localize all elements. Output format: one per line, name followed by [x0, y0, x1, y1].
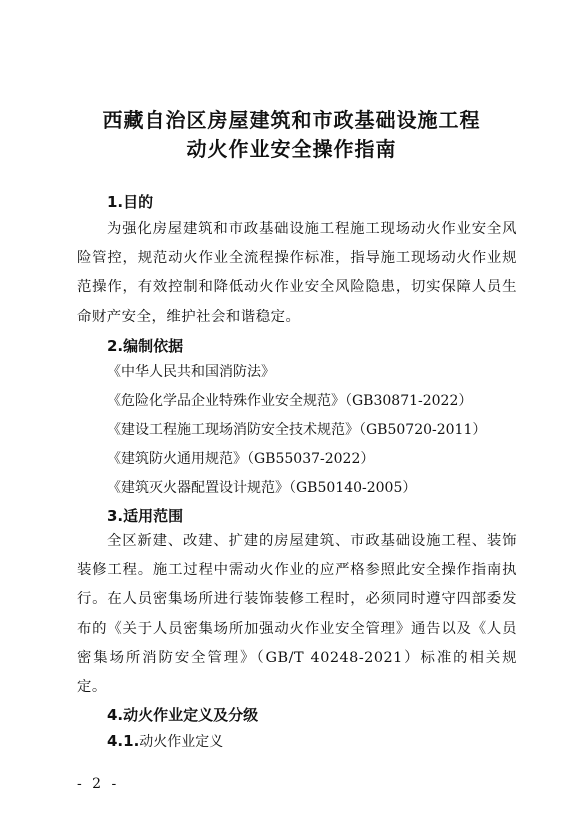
document-title-line1: 西藏自治区房屋建筑和市政基础设施工程	[102, 108, 481, 132]
subsection-number: 4.1.	[107, 732, 140, 750]
page-number: - 2 -	[77, 776, 120, 792]
section-text-purpose: 为强化房屋建筑和市政基础设施工程施工现场动火作业安全风险管控，规范动火作业全流程操作标准，指导施工现场动火作业规范操作，有效控制和降低动火作业安全风险隐患，切实保障人员生命财产安全，维护社会和谐稳定。	[77, 221, 517, 325]
reference-item: 《建筑灭火器配置设计规范》（GB50140-2005）	[107, 480, 417, 496]
document-title-line2: 动火作业安全操作指南	[186, 137, 397, 161]
reference-item: 《建设工程施工现场消防安全技术规范》（GB50720-2011）	[107, 422, 487, 438]
section-heading-basis: 2.编制依据	[107, 337, 184, 355]
reference-item: 《建筑防火通用规范》（GB55037-2022）	[107, 451, 375, 467]
reference-item: 《中华人民共和国消防法》	[107, 364, 275, 380]
section-text-scope: 全区新建、改建、扩建的房屋建筑、市政基础设施工程、装饰装修工程。施工过程中需动火作业的应严格参照此安全操作指南执行。在人员密集场所进行装饰装修工程时，必须同时遵守四部委发布的《关于人员密集场所加强动火作业安全管理》通告以及《人员密集场所消防安全管理》（GB/T 40248-2021）标准的相关规定。	[77, 533, 517, 696]
subsection-heading	[107, 731, 223, 751]
reference-item: 《危险化学品企业特殊作业安全规范》（GB30871-2022）	[107, 393, 473, 409]
subsection-title: 动火作业定义	[139, 734, 224, 750]
reference-list	[107, 358, 486, 503]
section-heading-definition: 4.动火作业定义及分级	[107, 706, 259, 724]
section-heading-scope: 3.适用范围	[107, 507, 184, 525]
section-heading-purpose: 1.目的	[107, 193, 154, 211]
